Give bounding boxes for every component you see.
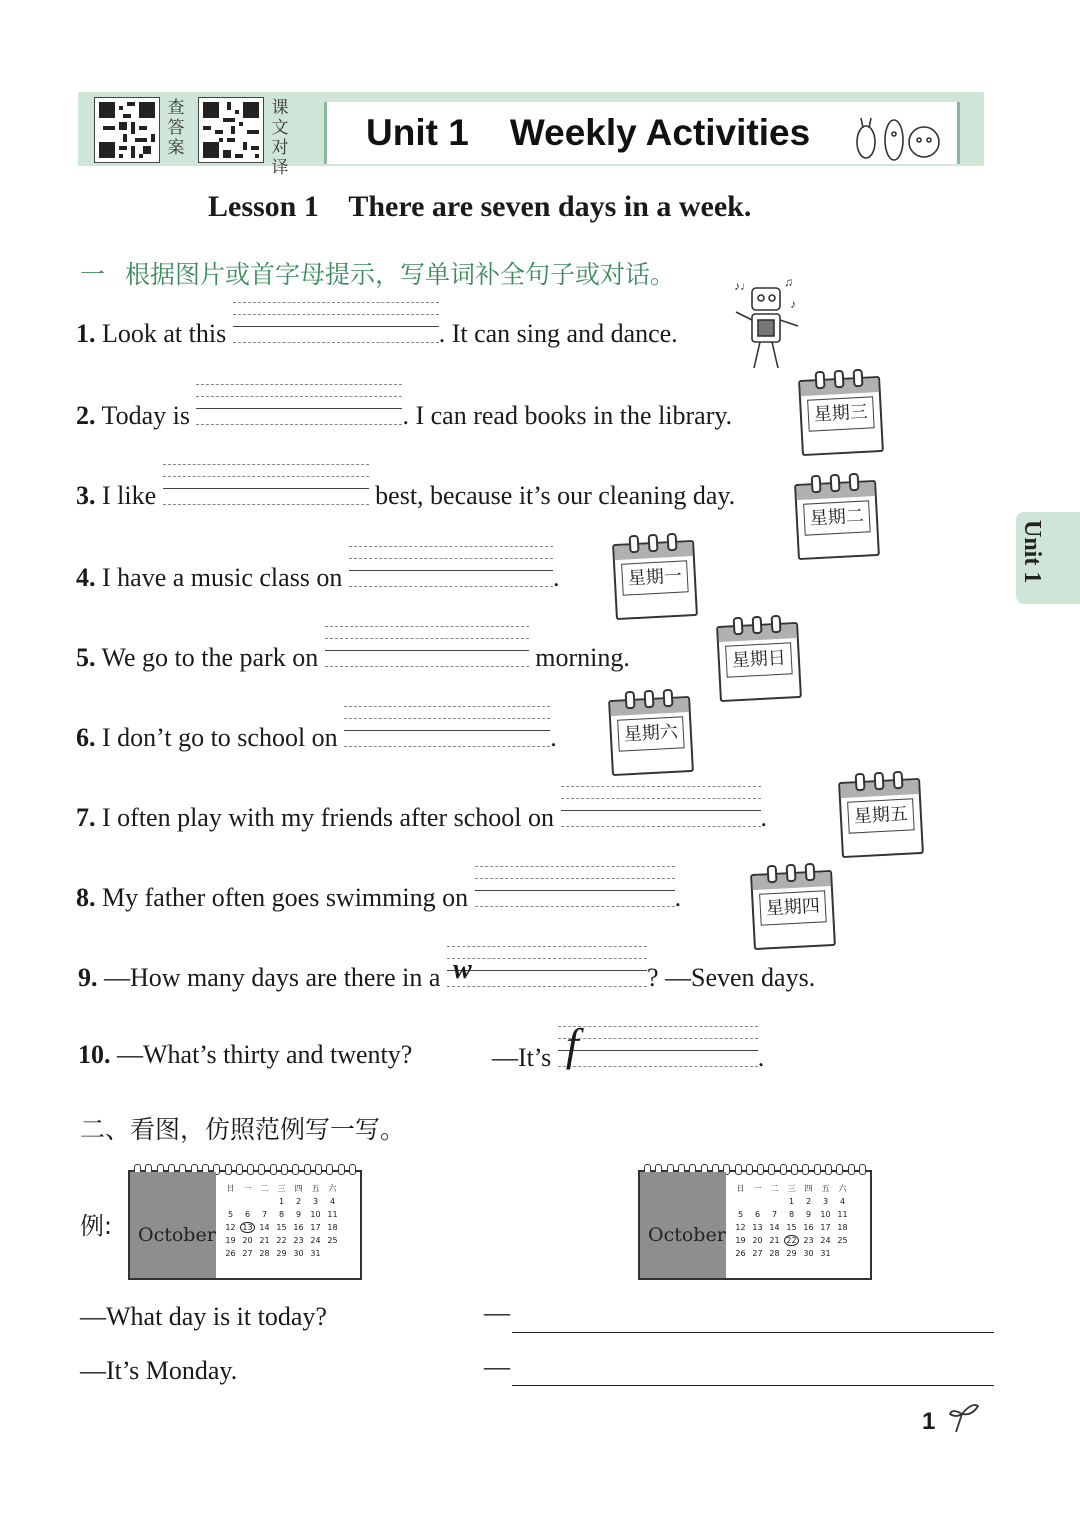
date-cell: 22 <box>276 1236 287 1245</box>
answer-blank[interactable] <box>163 478 369 504</box>
weekday-card-label: 星期四 <box>759 890 827 925</box>
item-text-before: I don’t go to school on <box>102 723 345 752</box>
weekday-card-label: 星期三 <box>807 396 875 431</box>
item-text-after: . <box>757 1043 765 1072</box>
item-number: 10. <box>78 1040 111 1069</box>
weekday-header: 六 <box>328 1184 337 1193</box>
page-number: 1 <box>922 1408 936 1435</box>
date-cell: 5 <box>737 1210 744 1219</box>
weekday-card-label: 星期二 <box>803 500 871 535</box>
weekday-header: 五 <box>821 1184 830 1193</box>
exercise-item-6 <box>76 720 557 753</box>
circled-date: 13 <box>242 1223 253 1232</box>
weekday-card-wednesday <box>798 376 884 456</box>
date-cell: 26 <box>735 1249 746 1258</box>
item-number: 9. <box>78 963 98 992</box>
date-cell: 13 <box>752 1223 763 1232</box>
item-number: 8. <box>76 883 96 912</box>
section1-instruction: 根据图片或首字母提示，写单词补全句子或对话。 <box>124 260 675 289</box>
answer-dash-1: — <box>484 1298 510 1327</box>
date-cell: 1 <box>278 1197 285 1206</box>
date-cell: 16 <box>803 1223 814 1232</box>
exercise-item-10-answer <box>492 1019 765 1073</box>
answer-blank[interactable] <box>447 954 647 986</box>
date-cell: 3 <box>312 1197 319 1206</box>
spiral-ring <box>746 1164 753 1175</box>
first-letter-hint: w <box>452 954 472 985</box>
section1-number: 一 <box>80 260 106 289</box>
date-cell <box>749 1195 766 1208</box>
spiral-ring <box>315 1164 322 1175</box>
weekday-header: 四 <box>804 1184 813 1193</box>
date-cell: 8 <box>278 1210 285 1219</box>
spiral-ring <box>281 1164 288 1175</box>
date-cell: 24 <box>820 1236 831 1245</box>
unit-side-tab-label: Unit 1 <box>1019 520 1045 584</box>
date-cell: 2 <box>295 1197 302 1206</box>
svg-text:♪: ♪ <box>790 297 796 311</box>
date-cell: 27 <box>242 1249 253 1258</box>
date-cell: 17 <box>820 1223 831 1232</box>
weekday-header: 五 <box>311 1184 320 1193</box>
weekday-card-label: 星期五 <box>847 798 915 833</box>
answer-blank[interactable] <box>561 800 761 826</box>
date-cell: 6 <box>754 1210 761 1219</box>
svg-text:♫: ♫ <box>784 276 793 289</box>
answer-blank[interactable] <box>558 1019 758 1070</box>
answer-dash-2: — <box>484 1352 510 1381</box>
weekday-header: 二 <box>770 1184 779 1193</box>
date-cell: 23 <box>803 1236 814 1245</box>
weekday-header: 三 <box>787 1184 796 1193</box>
date-cell: 12 <box>735 1223 746 1232</box>
circled-date: 22 <box>786 1236 797 1245</box>
date-cell: 19 <box>735 1236 746 1245</box>
date-cell: 28 <box>259 1249 270 1258</box>
date-cell: 9 <box>805 1210 812 1219</box>
item-text-mid: —It’s <box>492 1043 558 1072</box>
month-name: October <box>138 1224 216 1246</box>
date-cell: 20 <box>242 1236 253 1245</box>
date-cell: 29 <box>786 1249 797 1258</box>
answer-blank[interactable] <box>325 640 529 666</box>
item-text-before: —How many days are there in a <box>104 963 447 992</box>
lesson-title: Lesson 1 There are seven days in a week. <box>208 190 752 223</box>
date-cell: 14 <box>769 1223 780 1232</box>
answer-qr-code[interactable] <box>94 97 160 163</box>
unit-title: Unit 1 Weekly Activities <box>366 112 811 153</box>
item-text-before: —What’s thirty and twenty? <box>117 1040 413 1069</box>
item-text-after: . <box>674 883 682 912</box>
item-number: 2. <box>76 401 96 430</box>
date-cell: 4 <box>839 1197 846 1206</box>
qr-answer-label: 查答案 <box>167 98 185 158</box>
translation-qr-code[interactable] <box>198 97 264 163</box>
example-label: 例: <box>80 1212 113 1240</box>
item-text-before: I have a music class on <box>102 563 349 592</box>
date-cell <box>766 1195 783 1208</box>
spiral-ring <box>848 1164 855 1175</box>
item-text-after: morning. <box>528 643 630 672</box>
exercise-item-5 <box>76 640 630 673</box>
month-grid <box>732 1182 851 1260</box>
weekday-header: 六 <box>838 1184 847 1193</box>
answer-blank[interactable] <box>475 880 675 906</box>
date-cell: 6 <box>244 1210 251 1219</box>
answer-blank[interactable] <box>196 398 402 424</box>
date-cell <box>222 1195 239 1208</box>
spiral-ring <box>780 1164 787 1175</box>
date-cell: 18 <box>327 1223 338 1232</box>
date-cell: 15 <box>786 1223 797 1232</box>
spiral-ring <box>225 1164 232 1175</box>
item-text-after: . It can sing and dance. <box>438 319 678 348</box>
item-number: 1. <box>76 319 96 348</box>
answer-line-answer[interactable] <box>512 1385 994 1386</box>
weekday-header: 日 <box>226 1184 235 1193</box>
date-cell: 14 <box>259 1223 270 1232</box>
spiral-ring <box>859 1164 866 1175</box>
item-text-after: ? —Seven days. <box>646 963 816 992</box>
task-month-calendar <box>638 1170 872 1280</box>
exercise-item-10 <box>78 1040 412 1070</box>
date-cell: 23 <box>293 1236 304 1245</box>
exercise-item-7 <box>76 800 767 833</box>
exercise-item-3 <box>76 478 735 511</box>
date-cell: 11 <box>837 1210 848 1219</box>
spiral-ring <box>735 1164 742 1175</box>
date-cell: 1 <box>788 1197 795 1206</box>
spiral-ring <box>349 1164 356 1175</box>
spiral-ring <box>836 1164 843 1175</box>
spiral-ring <box>791 1164 798 1175</box>
weekday-card-saturday <box>608 696 694 776</box>
item-text-after: . <box>552 563 560 592</box>
weekday-card-monday <box>612 540 698 620</box>
date-cell: 25 <box>327 1236 338 1245</box>
date-cell: 17 <box>310 1223 321 1232</box>
date-cell: 18 <box>837 1223 848 1232</box>
svg-text:♪♩: ♪♩ <box>734 279 752 293</box>
date-cell: 31 <box>310 1249 321 1258</box>
exercise-item-1 <box>76 316 678 349</box>
date-cell: 29 <box>276 1249 287 1258</box>
date-cell: 25 <box>837 1236 848 1245</box>
weekday-card-label: 星期六 <box>617 716 685 751</box>
date-cell: 31 <box>820 1249 831 1258</box>
date-cell <box>732 1195 749 1208</box>
spiral-ring <box>326 1164 333 1175</box>
date-cell: 11 <box>327 1210 338 1219</box>
date-cell: 7 <box>771 1210 778 1219</box>
exercise-item-4 <box>76 560 559 593</box>
example-answer: —It’s Monday. <box>80 1356 238 1385</box>
weekday-header: 日 <box>736 1184 745 1193</box>
robot-icon <box>730 276 806 374</box>
spiral-ring <box>258 1164 265 1175</box>
date-cell: 19 <box>225 1236 236 1245</box>
item-text-before: Today is <box>101 401 197 430</box>
item-text-after: . <box>760 803 767 832</box>
date-cell: 15 <box>276 1223 287 1232</box>
item-number: 5. <box>76 643 96 672</box>
item-number: 3. <box>76 481 96 510</box>
exercise-item-9 <box>78 954 816 993</box>
date-cell: 16 <box>293 1223 304 1232</box>
answer-line-question[interactable] <box>512 1332 994 1333</box>
answer-blank[interactable] <box>344 720 550 746</box>
date-cell: 27 <box>752 1249 763 1258</box>
weekday-card-sunday <box>716 622 802 702</box>
sprout-icon <box>946 1400 980 1434</box>
weekday-card-tuesday <box>794 480 880 560</box>
qr-translation-label: 课文对译 <box>271 98 289 178</box>
exercise-item-8 <box>76 880 681 913</box>
cartoon-characters-icon <box>852 110 944 164</box>
item-number: 6. <box>76 723 96 752</box>
weekday-header: 二 <box>260 1184 269 1193</box>
item-text-before: Look at this <box>102 319 233 348</box>
answer-blank[interactable] <box>233 316 439 342</box>
spiral-ring <box>247 1164 254 1175</box>
weekday-header: 一 <box>243 1184 252 1193</box>
spiral-ring <box>825 1164 832 1175</box>
item-text-after: . I can read books in the library. <box>402 401 733 430</box>
weekday-header: 一 <box>753 1184 762 1193</box>
month-name: October <box>648 1224 726 1246</box>
date-cell <box>783 1234 800 1247</box>
date-cell: 5 <box>227 1210 234 1219</box>
date-cell: 21 <box>769 1236 780 1245</box>
weekday-header: 四 <box>294 1184 303 1193</box>
spiral-ring <box>292 1164 299 1175</box>
date-cell: 4 <box>329 1197 336 1206</box>
section1-heading <box>80 255 675 291</box>
example-question: —What day is it today? <box>80 1302 327 1331</box>
spiral-ring <box>338 1164 345 1175</box>
spiral-ring <box>236 1164 243 1175</box>
answer-blank[interactable] <box>349 560 553 586</box>
date-cell: 20 <box>752 1236 763 1245</box>
spiral-ring <box>304 1164 311 1175</box>
date-cell <box>239 1195 256 1208</box>
first-letter-hint: f <box>565 1019 579 1070</box>
spiral-ring <box>814 1164 821 1175</box>
date-cell: 21 <box>259 1236 270 1245</box>
date-cell: 9 <box>295 1210 302 1219</box>
date-cell <box>324 1247 341 1260</box>
date-cell: 7 <box>261 1210 268 1219</box>
weekday-card-friday <box>838 778 924 858</box>
item-text-after: best, because it’s our cleaning day. <box>368 481 736 510</box>
weekday-header: 三 <box>277 1184 286 1193</box>
date-cell <box>256 1195 273 1208</box>
date-cell: 10 <box>820 1210 831 1219</box>
spiral-ring <box>802 1164 809 1175</box>
weekday-card-thursday <box>750 870 836 950</box>
item-text-before: I like <box>102 481 163 510</box>
spiral-ring <box>768 1164 775 1175</box>
weekday-card-label: 星期日 <box>725 642 793 677</box>
date-cell: 8 <box>788 1210 795 1219</box>
weekday-card-label: 星期一 <box>621 560 689 595</box>
date-cell: 30 <box>293 1249 304 1258</box>
date-cell: 10 <box>310 1210 321 1219</box>
date-cell: 24 <box>310 1236 321 1245</box>
exercise-item-2 <box>76 398 732 431</box>
spiral-ring <box>757 1164 764 1175</box>
section2-heading: 二、看图，仿照范例写一写。 <box>80 1115 406 1144</box>
example-month-calendar <box>128 1170 362 1280</box>
item-text-before: We go to the park on <box>101 643 325 672</box>
date-cell: 2 <box>805 1197 812 1206</box>
item-text-before: I often play with my friends after school on <box>102 803 561 832</box>
date-cell: 26 <box>225 1249 236 1258</box>
spiral-ring <box>270 1164 277 1175</box>
item-text-before: My father often goes swimming on <box>102 883 475 912</box>
item-number: 7. <box>76 803 96 832</box>
date-cell <box>239 1221 256 1234</box>
date-cell: 3 <box>822 1197 829 1206</box>
date-cell: 12 <box>225 1223 236 1232</box>
item-number: 4. <box>76 563 96 592</box>
date-cell <box>834 1247 851 1260</box>
date-cell: 28 <box>769 1249 780 1258</box>
month-grid <box>222 1182 341 1260</box>
date-cell: 30 <box>803 1249 814 1258</box>
item-text-after: . <box>550 723 557 752</box>
